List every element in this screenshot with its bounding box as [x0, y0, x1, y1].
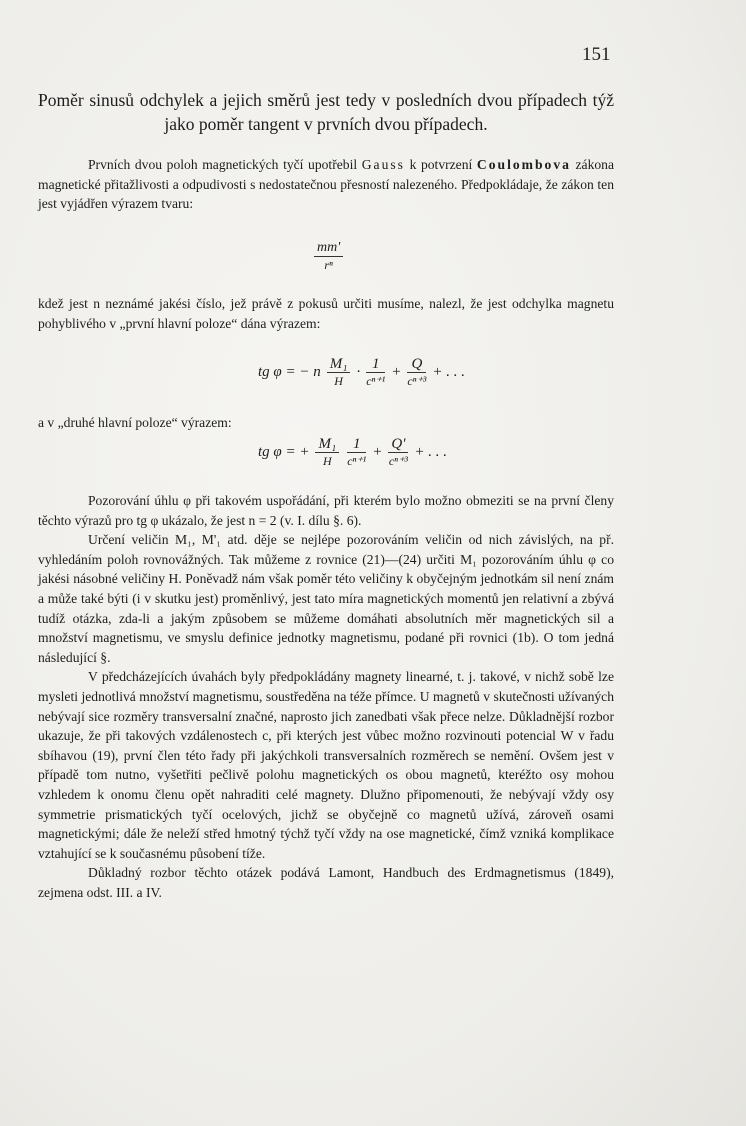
- formula-second-position: [258, 436, 447, 469]
- f3-m-num: M₁: [315, 436, 339, 453]
- lead-paragraph: Poměr sinusů odchylek a jejich směrů jest tedy v posledních dvou případech týž jako poměr tangent v prvních dvou případech.: [38, 90, 614, 134]
- f2-one-den: cⁿ⁺¹: [366, 374, 386, 388]
- paragraph-linear-magnets: V předcházejících úvahách byly předpokládány magnety linearné, t. j. takové, v nichž sobě lze mysleti jednotlivá množství magnetismu, soustředěna na téže přímce. U magnetů v skutečnosti užívaných nebývají sice rozměry transversalní značné, naprosto jich zanedbati však přece nelze. Důkladnější rozbor ukazuje, že při takových vzdálenostech c, při kterých jest vůbec možno rozvinouti potencial W v řadu sbíhavou (19), první člen této řady při jakýchkoli transversalních rozměrech se nemění. Ovšem jest v případě tom nutno, vyšetřiti pečlivě polohu magnetických os obou magnetů, kteréžto osy mohou vzhledem k onomu členu opět nahraditi celé magnety. Dlužno připomenouti, že nebývají vždy osy symmetrie prismatických tyčí ocelových, jichž se obyčejně co magnetů užívá, zároveň osami magnetickými; dále že neleží střed hmotný týchž tyčí vždy na ose magnetické, čímž vzniká komplikace vztahující se k současnému působení tíže.: [38, 669, 614, 861]
- formula-law: [312, 240, 345, 273]
- f3-q-num: Q': [388, 436, 408, 453]
- f3-tail: + . . .: [414, 444, 448, 460]
- f3-q-den: cⁿ⁺³: [388, 454, 408, 468]
- paragraph-observation: Pozorování úhlu φ při takovém uspořádání, při kterém bylo možno obmeziti se na první členy těchto výrazů pro tg φ ukázalo, že jest n = 2 (v. I. dílu §. 6).: [38, 493, 614, 528]
- p1-mid: k potvrzení: [404, 157, 477, 172]
- paragraph-first-position: kdež jest n neznámé jakési číslo, jež právě z pokusů určiti musíme, nalezl, že jest odchylka magnetu pohyblivého v „první hlavní poloze“ dána výrazem:: [38, 296, 614, 331]
- f2-plus: +: [391, 364, 402, 380]
- page-number: 151: [582, 44, 611, 65]
- f3-lhs: tg φ = +: [258, 444, 310, 460]
- paragraph-determination: Určení veličin M₁, M'₁ atd. děje se nejlépe pozorováním veličin od nich závislých, na př. vyhledáním poloh rovnovážných. Tak můžeme z rovnice (21)—(24) určiti M₁ pozorováním úhlu φ co jakési násobné veličiny H. Poněvadž nám však poměr této veličiny k obyčejným jednotkám sil není znám a může také býti (i v skutku jest) proměnlivý, jest tato míra magnetických momentů jen relativní a zbývá tudíž otázka, zda-li a jakým způsobem se můžeme domáhati absolutních měr magnetických sil a množství magnetismu, ve smyslu definice jednotky magnetismu, podané při rovnici (1b). O tom jedná následující §.: [38, 532, 614, 665]
- p1-after: zákona magnetické přitažlivosti a odpudivosti s nedostatečnou přesností nalezeného. Předpokládaje, že zákon ten jest vyjádřen výrazem tvaru:: [38, 157, 615, 212]
- name-coulomb: Coulombova: [476, 157, 571, 172]
- f2-q-den: cⁿ⁺³: [407, 374, 427, 388]
- body-text: [38, 491, 614, 902]
- paragraph-lamont: Důkladný rozbor těchto otázek podává Lamont, Handbuch des Erdmagnetismus (1849), zejmena odst. III. a IV.: [38, 865, 614, 900]
- f2-tail: + . . .: [432, 364, 466, 380]
- p1-before: Prvních dvou poloh magnetických tyčí upotřebil: [88, 157, 362, 172]
- f2-m-num: M₁: [327, 356, 351, 373]
- f2-m-den: H: [334, 374, 343, 388]
- paragraph-second-position: a v „druhé hlavní poloze“ výrazem:: [38, 415, 232, 430]
- name-gauss: Gauss: [361, 157, 405, 172]
- formula-law-den: rⁿ: [324, 258, 333, 272]
- formula-first-position: [258, 356, 465, 389]
- f2-q-num: Q: [407, 356, 426, 373]
- formula-law-num: mm': [314, 240, 343, 257]
- f2-lhs: tg φ = − n: [258, 364, 321, 380]
- f2-one-num: 1: [366, 356, 385, 373]
- f3-one-den: cⁿ⁺¹: [347, 454, 367, 468]
- f2-dot: ·: [356, 364, 361, 380]
- f3-plus: +: [372, 444, 383, 460]
- f3-one-num: 1: [347, 436, 366, 453]
- paragraph-gauss: [38, 155, 614, 214]
- f3-m-den: H: [322, 454, 332, 468]
